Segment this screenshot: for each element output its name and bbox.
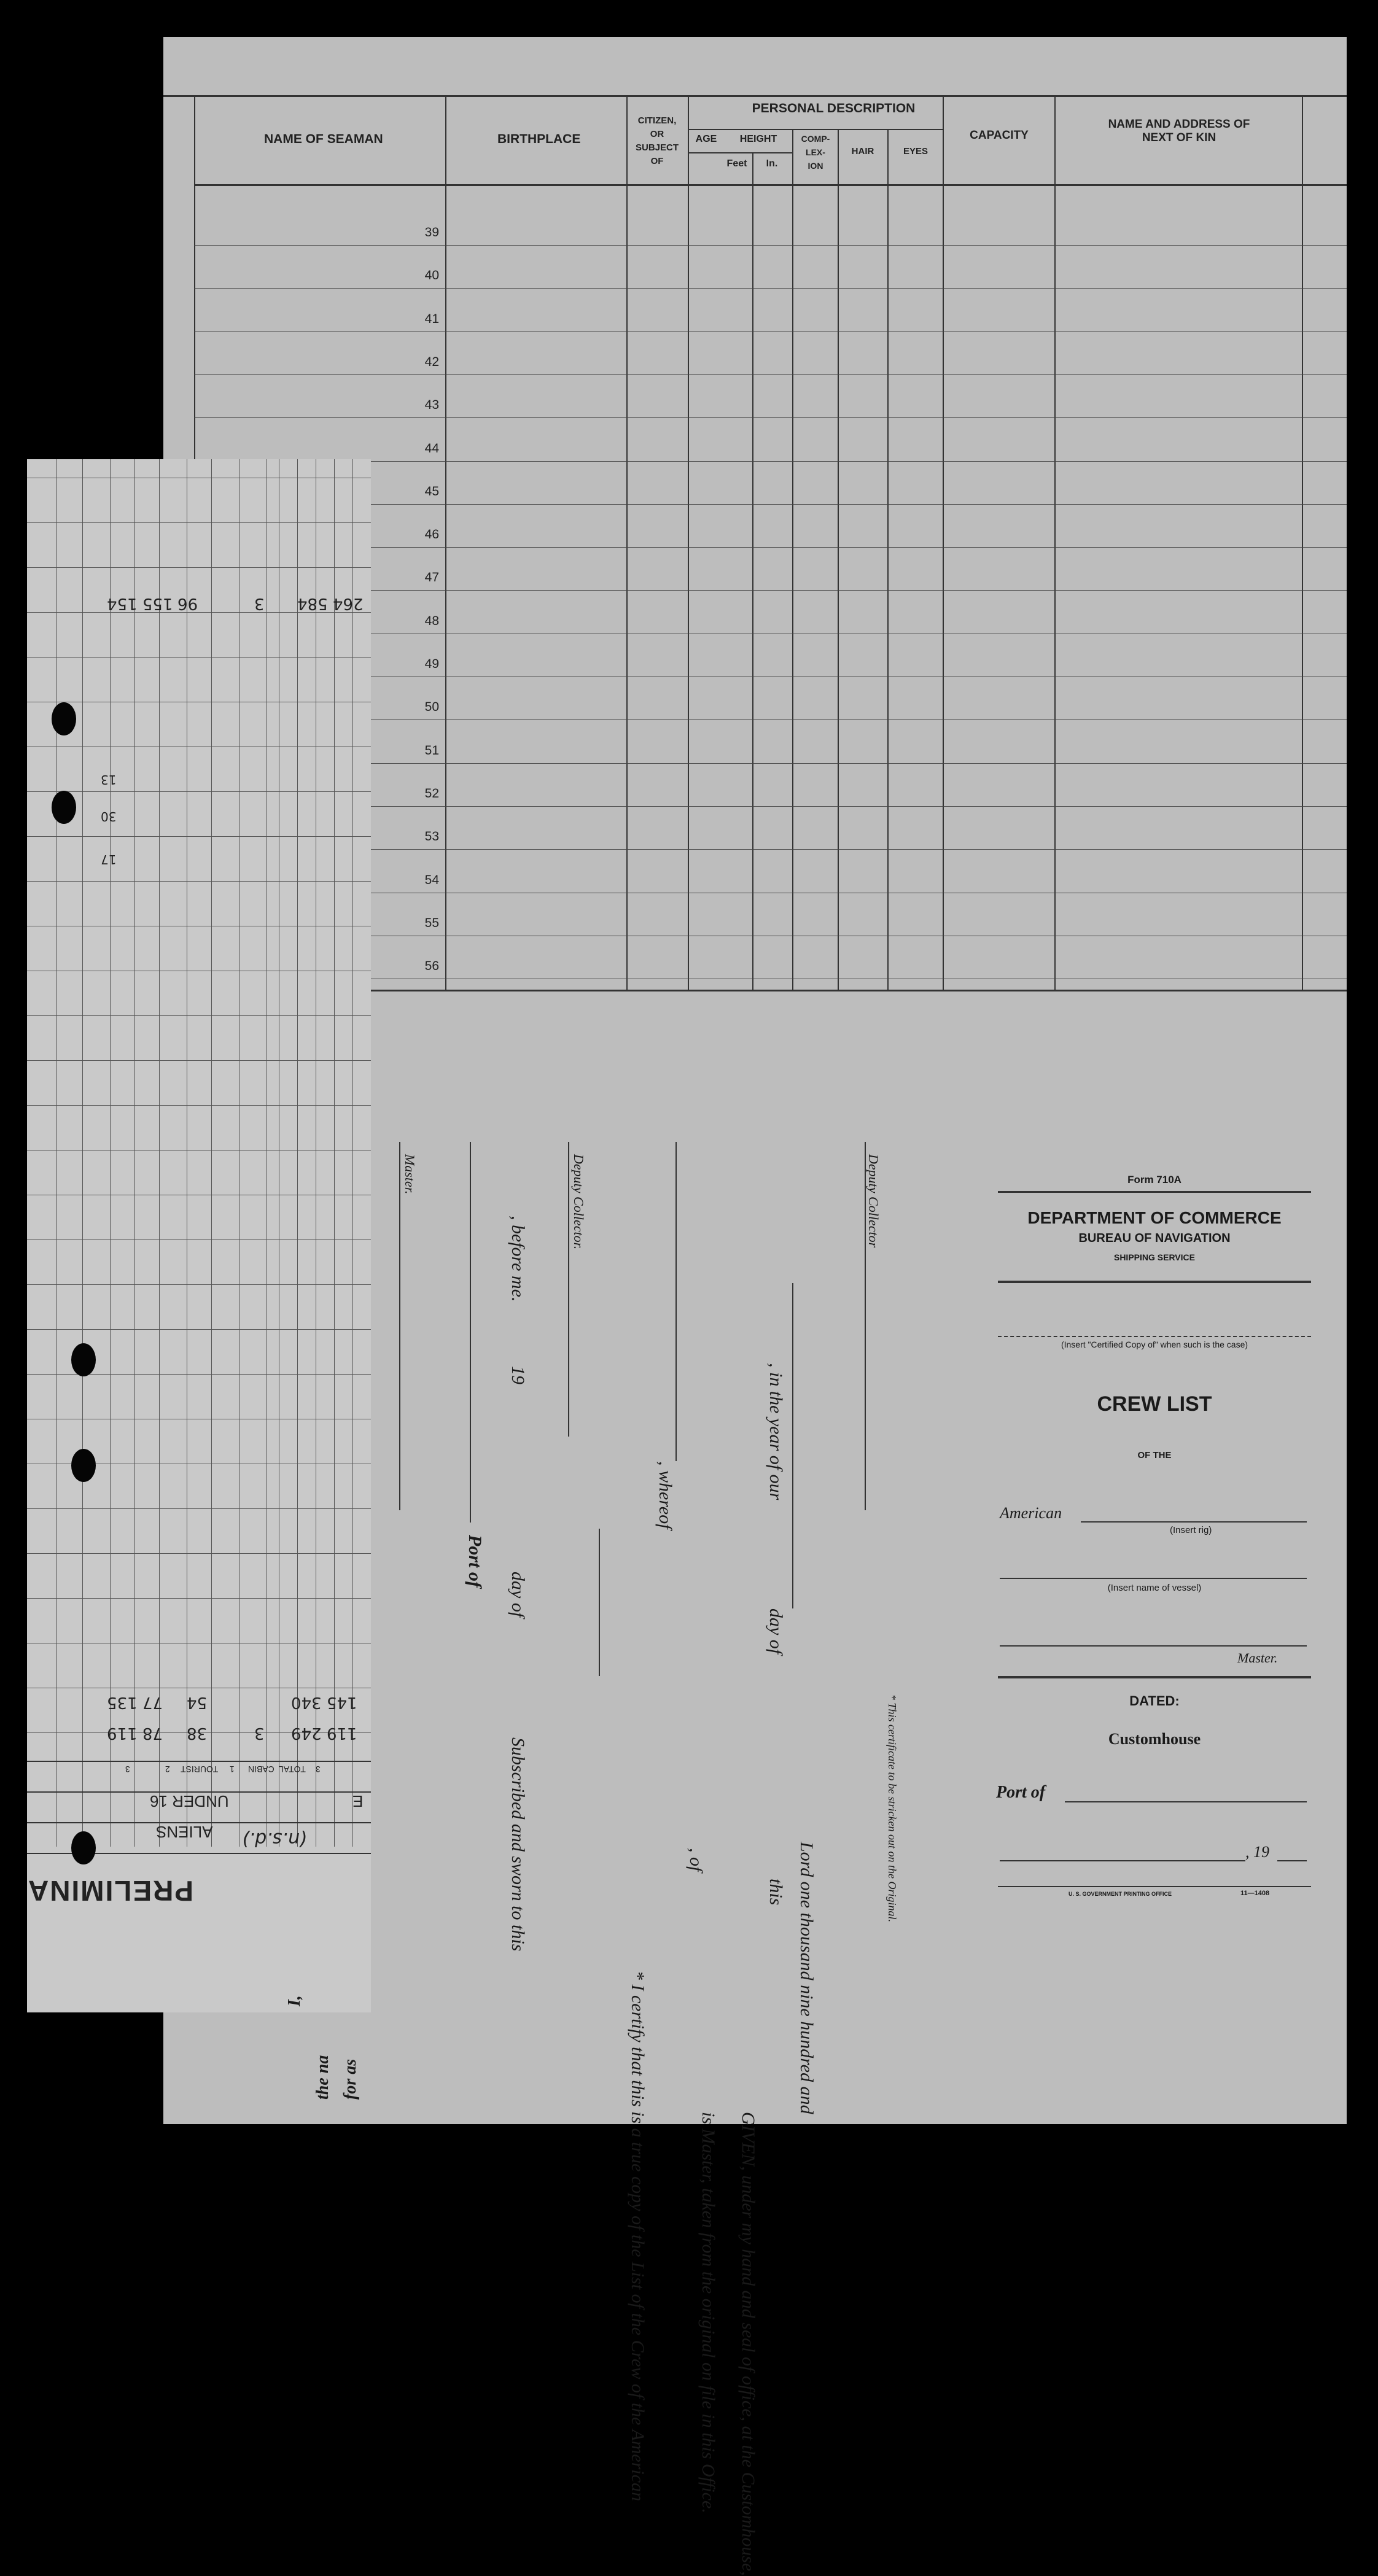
col-complexion-1: COMP-	[801, 134, 830, 144]
table-row-number: 43	[424, 398, 439, 412]
table-row-number: 46	[424, 527, 439, 541]
strip-hw-top-4: 264 584	[297, 594, 364, 613]
table-row-line	[194, 288, 1347, 289]
under-sheet-for-as: for as	[341, 2058, 360, 2100]
form-master-line	[1000, 1645, 1307, 1647]
strip-e: E	[352, 1792, 364, 1810]
table-row-number: 41	[424, 312, 439, 326]
form-american: American	[1000, 1504, 1062, 1522]
strip-col-3b: 3	[125, 1764, 130, 1774]
strip-hw-top-3: 3	[254, 594, 265, 613]
strip-script-note: (n.s.d.)	[242, 1828, 307, 1850]
table-row-number: 40	[424, 268, 439, 282]
form-19: , 19	[1245, 1843, 1269, 1861]
strip-hw-side-3: 17	[101, 852, 117, 867]
under-sheet-the-na: the na	[313, 2055, 332, 2100]
strip-grid-hline	[27, 1284, 371, 1285]
strip-col-tourist: TOURIST	[181, 1764, 219, 1774]
col-feet: Feet	[726, 158, 747, 169]
form-master: Master.	[1237, 1650, 1278, 1666]
col-height: HEIGHT	[739, 134, 777, 144]
strip-under16: UNDER 16	[150, 1792, 229, 1810]
col-birthplace: BIRTHPLACE	[497, 132, 581, 146]
col-inches: In.	[766, 158, 778, 169]
strip-hw-bottom-7: 119 249	[291, 1724, 357, 1742]
strip-grid-vline	[134, 459, 135, 1847]
cert-line-b	[792, 1283, 793, 1608]
form-vessel-line	[1000, 1578, 1307, 1579]
strip-grid-vline	[334, 459, 335, 1847]
strip-grid-hline	[27, 1329, 371, 1330]
table-row-number: 47	[424, 570, 439, 584]
table-row-number: 49	[424, 657, 439, 671]
punch-hole	[52, 702, 76, 735]
strip-grid-vline	[82, 459, 83, 1847]
strip-col-1: 1	[230, 1764, 235, 1774]
strip-col-3a: 3	[316, 1764, 321, 1774]
cert-deputy-line-2	[865, 1142, 866, 1510]
col-eyes: EYES	[903, 146, 928, 157]
cert-lord: Lord one thousand nine hundred and	[796, 1842, 817, 2114]
cert-given: GIVEN, under my hand and seal of office, at the Customhouse,	[738, 2112, 758, 2576]
form-printing-office: U. S. GOVERNMENT PRINTING OFFICE	[1069, 1891, 1172, 1897]
form-rule-mid	[998, 1281, 1311, 1283]
strip-grid-hline	[27, 522, 371, 523]
form-dated: DATED:	[1129, 1693, 1180, 1709]
form-service: SHIPPING SERVICE	[1113, 1252, 1195, 1262]
strip-grid-vline	[56, 459, 57, 1847]
strip-aliens: ALIENS	[156, 1823, 213, 1841]
strip-col-2: 2	[165, 1764, 170, 1774]
strip-hw-bottom-2: 78 119	[107, 1724, 163, 1742]
form-customhouse: Customhouse	[1108, 1730, 1201, 1748]
cert-deputy-collector-1: Deputy Collector.	[571, 1154, 586, 1250]
col-citizen-2: OR	[650, 129, 664, 139]
strip-hw-top-2: 96	[177, 594, 198, 613]
form-date-line	[1000, 1860, 1245, 1861]
cert-19: 19	[508, 1366, 528, 1384]
cert-footnote: * This certificate to be stricken out on the Original.	[886, 1694, 898, 1922]
col-citizen-3: SUBJECT	[635, 142, 679, 153]
strip-grid-hline	[27, 657, 371, 658]
table-row-line	[194, 417, 1347, 418]
strip-grid-vline	[211, 459, 212, 1847]
punch-hole	[71, 1343, 96, 1376]
punch-hole	[52, 791, 76, 824]
cert-of: , of	[686, 1848, 706, 1872]
form-port-of: Port of	[996, 1783, 1046, 1802]
strip-hw-bottom-5: 3	[254, 1724, 265, 1742]
strip-grid-hline	[27, 836, 371, 837]
form-rule-dated	[998, 1676, 1311, 1678]
strip-grid-hline	[27, 881, 371, 882]
table-row-number: 53	[424, 829, 439, 844]
col-citizen-1: CITIZEN,	[637, 115, 677, 126]
cert-line-a	[675, 1142, 677, 1461]
table-row-number: 44	[424, 441, 439, 456]
strip-grid-hline	[27, 791, 371, 792]
cert-is-master: is Master, taken from the original on file in this Office.	[698, 2112, 718, 2513]
table-row-number: 50	[424, 700, 439, 714]
cert-year-of-our: , in the year of our	[766, 1363, 786, 1500]
col-citizen-4: OF	[650, 156, 664, 166]
col-next-of-kin-2: NEXT OF KIN	[1142, 131, 1216, 144]
cert-seal-line	[599, 1529, 600, 1676]
strip-col-total: TOTAL	[279, 1764, 306, 1774]
strip-bottom-i: I,	[285, 1995, 304, 2006]
table-row-number: 55	[424, 916, 439, 930]
table-row-line	[194, 245, 1347, 246]
table-row-number: 39	[424, 225, 439, 239]
table-row-number: 54	[424, 873, 439, 887]
strip-grid-hline	[27, 1105, 371, 1106]
table-row-number: 56	[424, 959, 439, 973]
cert-master: Master.	[402, 1154, 418, 1195]
cert-this: this	[766, 1879, 786, 1906]
cert-whereof: , whereof	[655, 1461, 675, 1529]
cert-port-of: Port of	[465, 1535, 485, 1588]
col-complexion-2: LEX-	[806, 147, 825, 157]
col-hair: HAIR	[851, 146, 874, 157]
strip-hw-side-2: 30	[101, 809, 117, 824]
punch-hole	[71, 1449, 96, 1482]
table-row-line	[194, 374, 1347, 375]
form-19-line	[1277, 1860, 1307, 1861]
form-certified-line	[998, 1336, 1311, 1337]
col-next-of-kin-1: NAME AND ADDRESS OF	[1108, 118, 1250, 131]
strip-grid-hline	[27, 1060, 371, 1061]
strip-grid-hline	[27, 567, 371, 568]
col-age: AGE	[695, 134, 717, 144]
table-row-number: 45	[424, 484, 439, 499]
strip-grid-hline	[27, 1508, 371, 1509]
cert-subscribed: Subscribed and sworn to this	[508, 1737, 528, 1952]
table-row-number: 42	[424, 355, 439, 369]
form-department: DEPARTMENT OF COMMERCE	[1027, 1208, 1282, 1227]
strip-grid-vline	[297, 459, 298, 1847]
col-personal-description: PERSONAL DESCRIPTION	[752, 101, 916, 115]
form-number: Form 710A	[1127, 1174, 1181, 1185]
cert-certify: * I certify that this is a true copy of the List of the Crew of the American	[628, 1971, 648, 2502]
form-crew-list: CREW LIST	[1097, 1392, 1212, 1416]
cert-day-of: day of	[508, 1572, 528, 1618]
form-bottom-rule	[998, 1886, 1311, 1887]
col-name-of-seaman: NAME OF SEAMAN	[264, 132, 383, 146]
cert-before-me: , before me.	[508, 1216, 528, 1302]
table-row-number: 52	[424, 786, 439, 801]
strip-grid-hline	[27, 1598, 371, 1599]
cert-port-line	[470, 1142, 471, 1523]
strip-grid-vline	[352, 459, 353, 1847]
strip-hw-bottom-3: 38	[187, 1724, 208, 1742]
strip-hw-side-1: 13	[101, 772, 117, 787]
strip-hw-bottom-6: 145 340	[291, 1693, 357, 1712]
form-port-line	[1065, 1801, 1307, 1802]
form-american-line	[1081, 1521, 1307, 1523]
cert-day: day of	[766, 1608, 786, 1655]
strip-grid-vline	[159, 459, 160, 1847]
strip-grid-vline	[110, 459, 111, 1847]
cert-deputy-line-1	[568, 1142, 569, 1437]
strip-preliminary: PRELIMINA	[27, 1875, 193, 1907]
table-row-number: 48	[424, 614, 439, 628]
form-insert-vessel: (Insert name of vessel)	[1107, 1583, 1202, 1593]
cert-deputy-collector-2: Deputy Collector	[866, 1154, 881, 1248]
cert-master-line	[399, 1142, 400, 1510]
strip-header-band	[27, 1761, 371, 1853]
strip-hw-bottom-4: 54	[187, 1693, 208, 1712]
col-capacity: CAPACITY	[970, 129, 1029, 142]
col-complexion-3: ION	[808, 161, 823, 171]
preliminary-sheet	[27, 459, 371, 2012]
strip-grid-hline	[27, 1015, 371, 1016]
form-rule-top	[998, 1191, 1311, 1193]
form-insert-certified: (Insert "Certified Copy of" when such is the case)	[1061, 1340, 1248, 1349]
form-bureau: BUREAU OF NAVIGATION	[1078, 1232, 1231, 1245]
strip-hw-top-1: 155 154	[107, 594, 173, 613]
strip-grid-hline	[27, 1553, 371, 1554]
form-of-the: OF THE	[1137, 1450, 1172, 1461]
strip-hw-bottom-1: 77 135	[107, 1693, 163, 1712]
form-insert-rig: (Insert rig)	[1170, 1525, 1212, 1535]
table-row-number: 51	[424, 743, 439, 758]
strip-col-cabin: CABIN	[248, 1764, 274, 1774]
form-print-code: 11—1408	[1240, 1890, 1270, 1897]
